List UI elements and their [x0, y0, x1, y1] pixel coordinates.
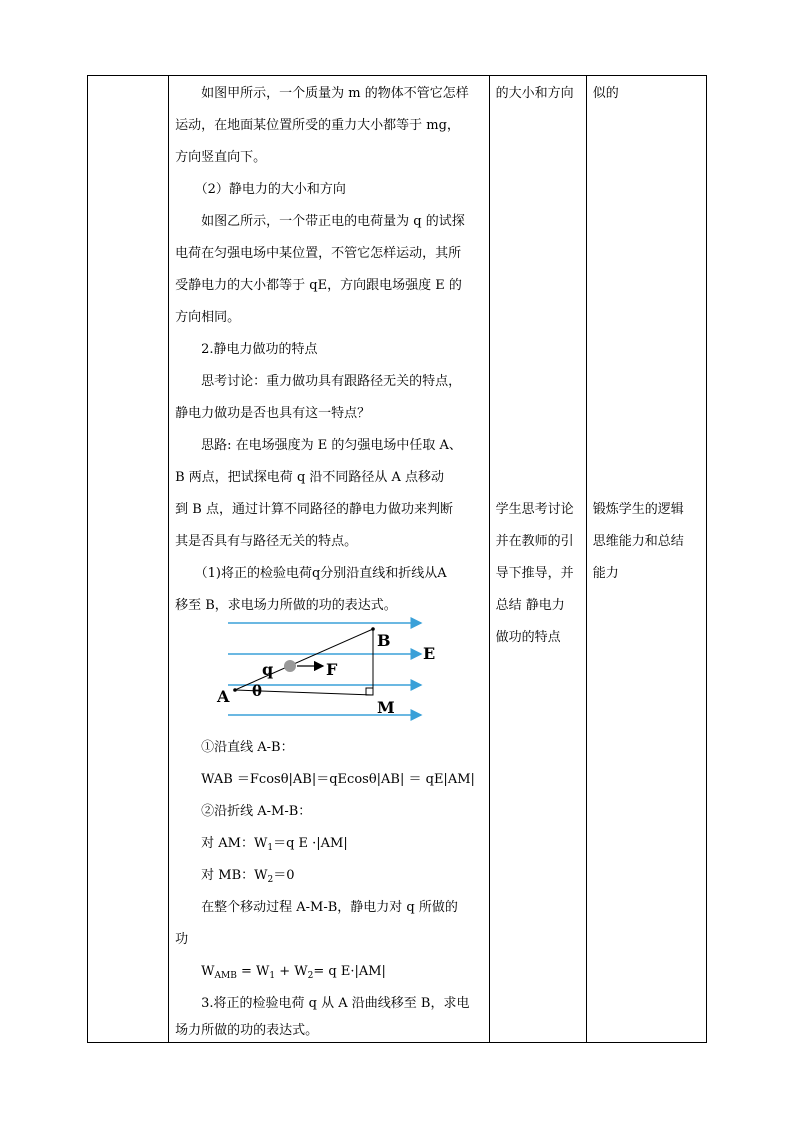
subscript: AMB	[214, 971, 237, 981]
label-q: q	[262, 660, 274, 679]
label-b: B	[377, 631, 391, 650]
text-line: 思路: 在电场强度为 E 的匀强电场中任取 A、	[175, 438, 462, 453]
column-1-cell	[88, 76, 169, 1043]
text-line: 静电力做功是否也具有这一特点？	[175, 406, 371, 421]
text-line: 思维能力和总结	[592, 534, 684, 549]
subscript: 1	[269, 971, 276, 981]
text-line: 学生思考讨论	[495, 502, 574, 517]
text-line: 3.将正的检验电荷 q 从 A 沿曲线移至 B，求电	[175, 996, 470, 1011]
label-theta: θ	[252, 682, 263, 700]
text-line: 做功的特点	[495, 630, 561, 645]
text-line: 电荷在匀强电场中某位置，不管它怎样运动，其所	[175, 246, 462, 261]
text-line: 移至 B，求电场力所做的功的表达式。	[175, 598, 397, 613]
text-line: 能力	[592, 566, 619, 581]
label-e: E	[423, 644, 436, 663]
subscript: 1	[267, 843, 274, 853]
subscript: 2	[267, 875, 274, 885]
text-line: （2）静电力的大小和方向	[175, 182, 346, 197]
text-line: 并在教师的引	[495, 534, 574, 549]
subscript: 2	[307, 971, 314, 981]
text-line: 似的	[592, 86, 619, 101]
text-line: 如图甲所示，一个质量为 m 的物体不管它怎样	[175, 86, 469, 101]
text-span: W	[175, 964, 215, 979]
text-line: 场力所做的功的表达式。	[175, 1023, 319, 1038]
charge-q	[284, 660, 296, 672]
text-line: 如图乙所示，一个带正电的电荷量为 q 的试探	[175, 214, 465, 229]
label-a: A	[217, 687, 230, 706]
text-line: B 两点，把试探电荷 q 沿不同路径从 A 点移动	[175, 470, 445, 485]
electric-field-diagram	[213, 614, 443, 724]
text-line: 总结 静电力	[495, 598, 565, 613]
text-line: ①沿直线 A-B：	[175, 740, 294, 755]
column-4-cell	[586, 76, 706, 1043]
text-line: 受静电力的大小都等于 qE，方向跟电场强度 E 的	[175, 278, 462, 293]
text-line: ②沿折线 A-M-B：	[175, 804, 312, 819]
text-line: 的大小和方向	[495, 86, 574, 101]
text-span: + W	[275, 964, 308, 979]
text-span: ＝q E ·|AM|	[273, 836, 348, 851]
text-line: 2.静电力做功的特点	[175, 342, 318, 357]
formula-line: WAB ＝Fcosθ|AB|＝qEcosθ|AB| ＝ qE|AM|	[175, 772, 475, 787]
text-span: = q E·|AM|	[313, 964, 386, 979]
column-2-cell	[169, 76, 490, 1043]
text-span: 对 AM：W	[175, 836, 268, 851]
text-line: 锻炼学生的逻辑	[592, 502, 684, 517]
formula-line	[175, 828, 348, 864]
segment-ab	[235, 629, 373, 690]
point-b	[371, 627, 375, 631]
right-angle-mark	[366, 688, 373, 695]
text-line: 运动，在地面某位置所受的重力大小都等于 mg，	[175, 118, 460, 133]
text-span: 对 MB：W	[175, 868, 268, 883]
formula-line	[175, 860, 294, 896]
text-line: 方向相同。	[175, 310, 241, 325]
text-span: = W	[236, 964, 270, 979]
label-m: M	[377, 698, 395, 717]
text-line: 其是否具有与路径无关的特点。	[175, 534, 358, 549]
point-a	[233, 688, 237, 692]
label-f: F	[326, 660, 338, 679]
formula-line	[175, 956, 386, 992]
text-line: 思考讨论：重力做功具有跟路径无关的特点，	[175, 374, 462, 389]
text-line: （1)将正的检验电荷q分别沿直线和折线从A	[175, 566, 447, 581]
text-line: 方向竖直向下。	[175, 150, 267, 165]
text-line: 在整个移动过程 A-M-B，静电力对 q 所做的	[175, 900, 458, 915]
column-3-cell	[489, 76, 586, 1043]
lesson-table	[87, 75, 707, 1043]
text-line: 到 B 点，通过计算不同路径的静电力做功来判断	[175, 502, 453, 517]
text-span: ＝0	[273, 868, 295, 883]
text-line: 功	[175, 932, 189, 947]
text-line: 导下推导，并	[495, 566, 574, 581]
